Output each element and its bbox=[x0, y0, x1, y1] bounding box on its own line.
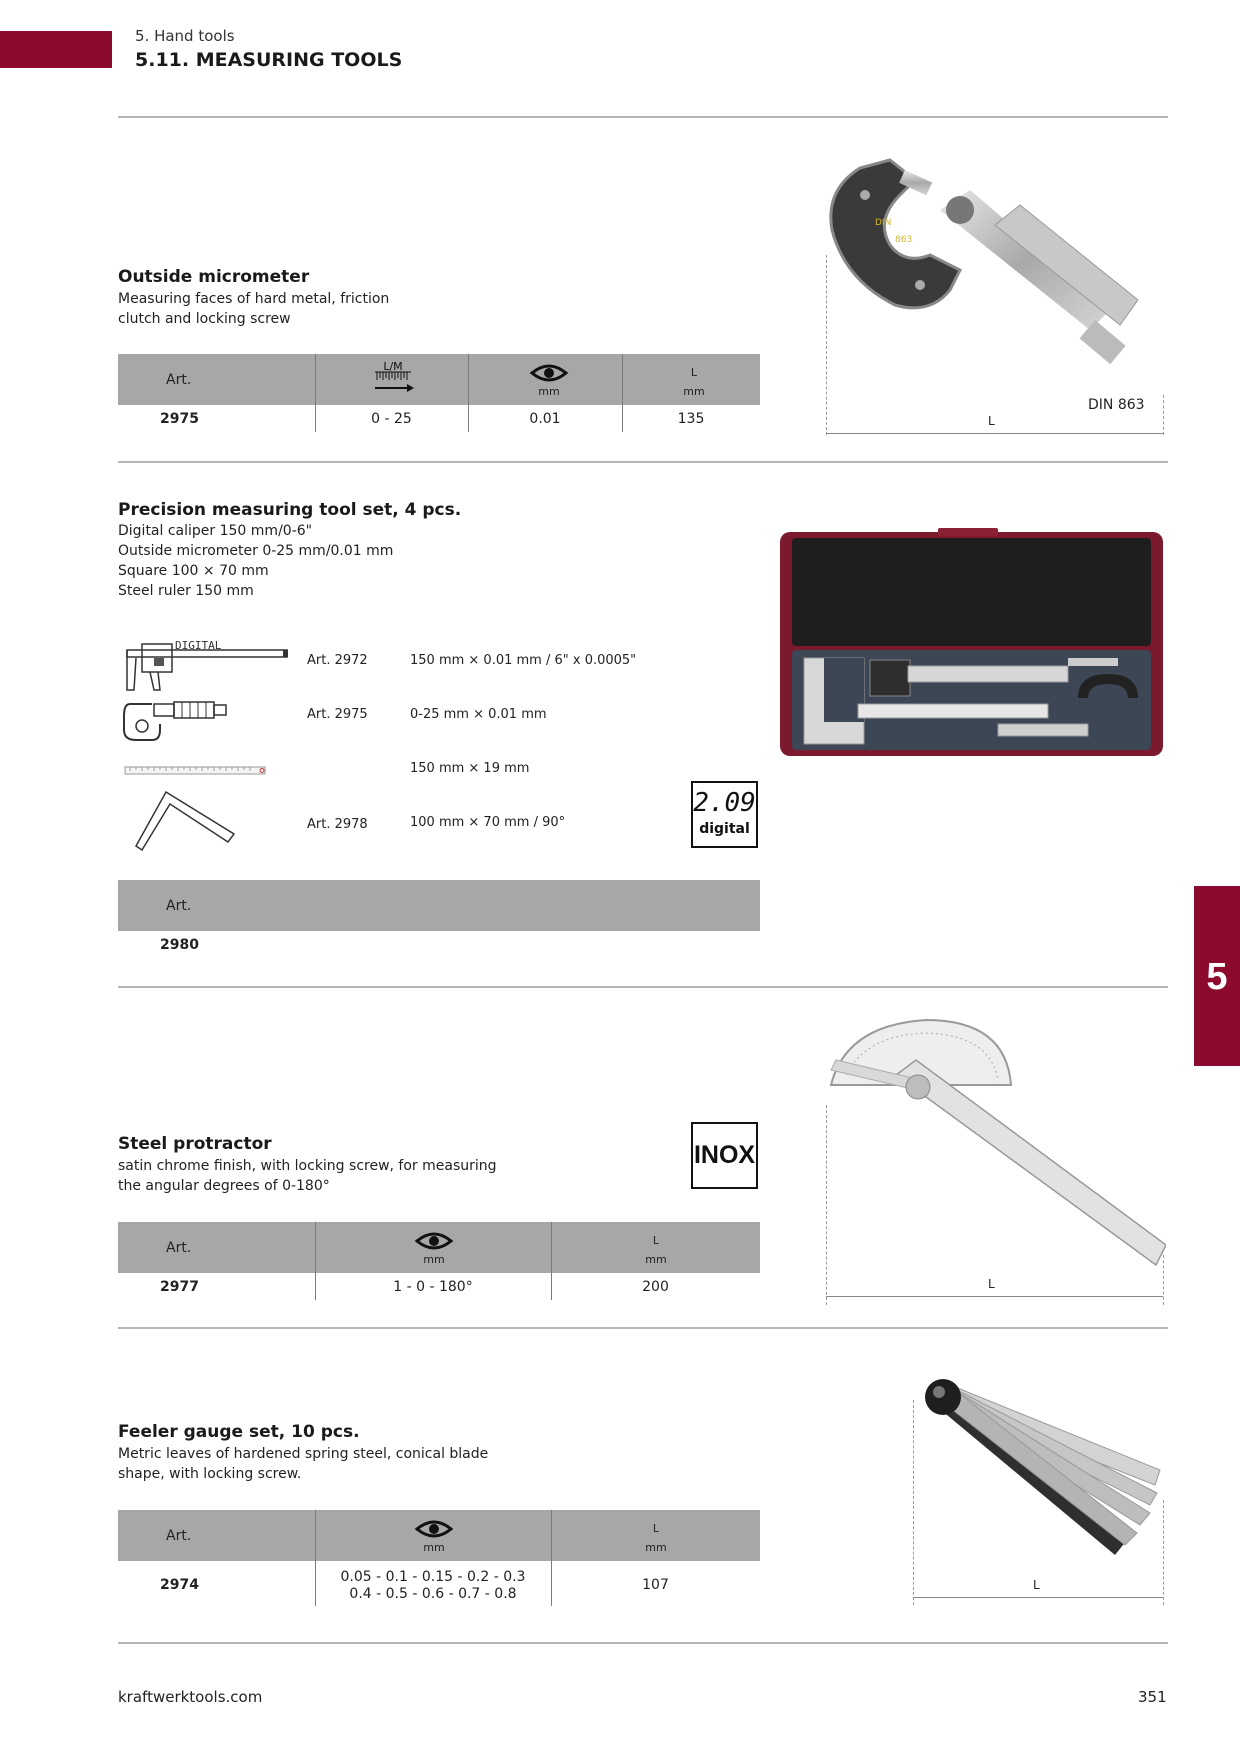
dimension-label: L bbox=[988, 1277, 995, 1291]
set-item-art: Art. 2978 bbox=[307, 817, 368, 832]
length-unit: mm bbox=[683, 385, 705, 398]
set-item-spec: 100 mm × 70 mm / 90° bbox=[410, 815, 566, 830]
column-header-art: Art. bbox=[166, 1528, 192, 1544]
feeler-table bbox=[118, 1510, 760, 1606]
measuring-range-icon bbox=[371, 360, 415, 400]
inox-badge bbox=[691, 1122, 758, 1189]
thickness-values-line2: 0.4 - 0.5 - 0.6 - 0.7 - 0.8 bbox=[349, 1586, 517, 1602]
tool-set-case-image bbox=[778, 528, 1165, 760]
resolution-unit: mm bbox=[538, 385, 560, 398]
set-title: Precision measuring tool set, 4 pcs. bbox=[118, 500, 462, 520]
dimension-label: L bbox=[1033, 1578, 1040, 1592]
chapter-side-tab bbox=[1194, 886, 1240, 1066]
measuring-range-value: 0 - 25 bbox=[371, 411, 412, 427]
inox-badge-label: INOX bbox=[693, 1141, 756, 1169]
chapter-side-tab-number: 5 bbox=[1206, 956, 1228, 998]
resolution-eye-icon bbox=[414, 1230, 454, 1252]
protractor-image bbox=[826, 1015, 1166, 1285]
set-item-art: Art. 2972 bbox=[307, 653, 368, 668]
dimension-label: L bbox=[988, 414, 995, 428]
set-item-spec: 150 mm × 19 mm bbox=[410, 761, 530, 776]
set-item-spec: 0-25 mm × 0.01 mm bbox=[410, 707, 547, 722]
resolution-unit: mm bbox=[423, 1541, 445, 1554]
divider bbox=[118, 1327, 1168, 1329]
dimension-line-right bbox=[1163, 1500, 1164, 1605]
svg-text:863: 863 bbox=[895, 235, 913, 245]
digital-badge bbox=[691, 781, 758, 848]
divider bbox=[118, 116, 1168, 118]
length-unit: mm bbox=[645, 1541, 667, 1554]
length-header: L bbox=[690, 366, 698, 379]
feeler-gauge-image bbox=[915, 1375, 1170, 1590]
caliper-digital-label: DIGITAL bbox=[175, 639, 222, 652]
set-description: Digital caliper 150 mm/0-6" Outside micrometer 0-25 mm/0.01 mm Square 100 × 70 mm Steel ruler 150 mm bbox=[118, 523, 394, 599]
micrometer-icon bbox=[122, 696, 242, 744]
resolution-value: 1 - 0 - 180° bbox=[393, 1279, 473, 1295]
set-item-art: Art. 2975 bbox=[307, 707, 368, 722]
dimension-line-right bbox=[1163, 1255, 1164, 1305]
length-header: L bbox=[652, 1234, 660, 1247]
dimension-arrow bbox=[826, 1296, 1163, 1297]
set-item-spec: 150 mm × 0.01 mm / 6" x 0.0005" bbox=[410, 653, 637, 668]
protractor-description: satin chrome finish, with locking screw, for measuring the angular degrees of 0-180° bbox=[118, 1158, 497, 1194]
protractor-table bbox=[118, 1222, 760, 1300]
resolution-unit: mm bbox=[423, 1253, 445, 1266]
length-value: 107 bbox=[642, 1577, 669, 1593]
divider bbox=[118, 1642, 1168, 1644]
column-header-art: Art. bbox=[166, 1240, 192, 1256]
table-header bbox=[118, 354, 760, 405]
dimension-arrow bbox=[826, 433, 1163, 434]
footer-website[interactable]: kraftwerktools.com bbox=[118, 1688, 263, 1706]
thickness-values-line1: 0.05 - 0.1 - 0.15 - 0.2 - 0.3 bbox=[340, 1569, 526, 1585]
ruler-icon bbox=[124, 762, 269, 774]
dimension-line-right bbox=[1163, 395, 1164, 435]
digital-badge-value: 2.09 bbox=[693, 788, 756, 818]
column-header-art: Art. bbox=[166, 898, 192, 914]
column-header-art: Art. bbox=[166, 372, 192, 388]
feeler-title: Feeler gauge set, 10 pcs. bbox=[118, 1422, 360, 1442]
article-number: 2977 bbox=[160, 1279, 199, 1295]
resolution-eye-icon bbox=[529, 362, 569, 384]
standard-label: DIN 863 bbox=[1088, 397, 1145, 413]
micrometer-description: Measuring faces of hard metal, friction clutch and locking screw bbox=[118, 291, 390, 327]
dimension-line-left bbox=[826, 255, 827, 435]
page-number: 351 bbox=[1138, 1688, 1167, 1706]
chapter-label: 5. Hand tools bbox=[135, 27, 235, 45]
article-number: 2975 bbox=[160, 411, 199, 427]
length-value: 135 bbox=[677, 411, 705, 427]
resolution-eye-icon bbox=[414, 1518, 454, 1540]
digital-badge-label: digital bbox=[699, 821, 750, 837]
feeler-description: Metric leaves of hardened spring steel, conical blade shape, with locking screw. bbox=[118, 1446, 489, 1482]
dimension-line-left bbox=[826, 1105, 827, 1305]
caliper-icon bbox=[122, 638, 292, 696]
micrometer-title: Outside micrometer bbox=[118, 267, 310, 287]
set-table bbox=[118, 880, 760, 960]
svg-text:DIN: DIN bbox=[875, 218, 892, 228]
micrometer-table bbox=[118, 354, 760, 432]
table-header bbox=[118, 880, 760, 931]
protractor-title: Steel protractor bbox=[118, 1134, 272, 1154]
micrometer-image bbox=[820, 150, 1170, 390]
divider bbox=[118, 986, 1168, 988]
article-number: 2980 bbox=[160, 937, 199, 953]
divider bbox=[118, 461, 1168, 463]
square-icon bbox=[134, 790, 238, 852]
length-value: 200 bbox=[642, 1279, 669, 1295]
length-header: L bbox=[652, 1522, 660, 1535]
dimension-arrow bbox=[913, 1597, 1163, 1598]
section-title: 5.11. MEASURING TOOLS bbox=[135, 49, 403, 71]
header-accent-bar bbox=[0, 31, 112, 68]
svg-text:L/M: L/M bbox=[383, 360, 403, 373]
resolution-value: 0.01 bbox=[529, 411, 561, 427]
length-unit: mm bbox=[645, 1253, 667, 1266]
dimension-line-left bbox=[913, 1400, 914, 1605]
article-number: 2974 bbox=[160, 1577, 199, 1593]
